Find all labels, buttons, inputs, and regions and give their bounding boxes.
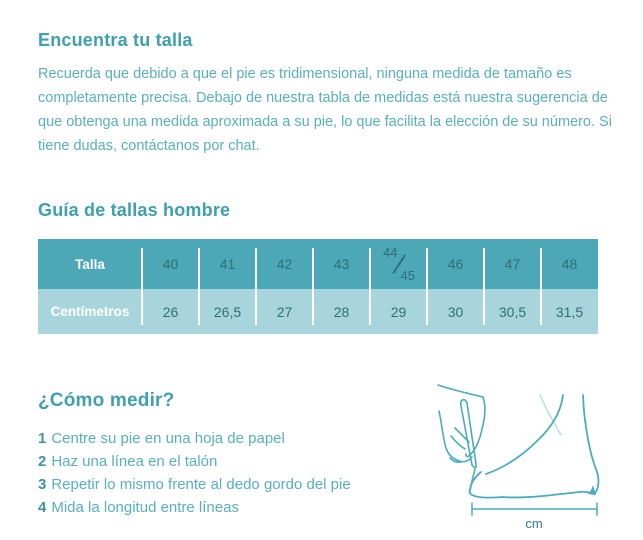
size-cell-47: 47 (484, 239, 541, 289)
step-number: 2 (38, 453, 47, 470)
step-text: Mida la longitud entre líneas (51, 499, 239, 516)
cm-cell-30: 30 (427, 289, 484, 334)
step-number: 3 (38, 476, 47, 493)
cm-label: cm (525, 516, 543, 531)
measurement-line-icon (472, 503, 597, 515)
size-cell-40: 40 (142, 239, 199, 289)
step-text: Centre su pie en una hoja de papel (51, 430, 285, 447)
size-table (38, 239, 598, 334)
measure-step-2 (38, 450, 408, 473)
cm-cell-30-5: 30,5 (484, 289, 541, 334)
cm-cell-31-5: 31,5 (541, 289, 598, 334)
size-cell-48: 48 (541, 239, 598, 289)
how-to-measure-section (38, 390, 605, 540)
size-45-label: 45 (400, 268, 415, 283)
cm-cell-29: 29 (370, 289, 427, 334)
illustration-column (408, 381, 608, 540)
how-to-measure-title: ¿Cómo medir? (38, 390, 175, 411)
cm-cell-27: 27 (256, 289, 313, 334)
find-size-paragraph: Recuerda que debido a que el pie es tridimensional, ninguna medida de tamaño es completamente precisa. Debajo de nuestra tabla de medidas está nuestra sugerencia de que obtenga una medida aproximada a su pie, lo que facilita la elección de su número. Si tiene dudas, contáctanos por chat. (38, 66, 612, 154)
size-table-row-centimetros (38, 289, 598, 334)
how-to-measure-column (38, 390, 408, 519)
foot-outline-icon (470, 395, 599, 498)
step-number: 4 (38, 499, 47, 516)
measure-step-1 (38, 427, 408, 450)
measure-step-3 (38, 473, 408, 496)
size-table-label-talla: Talla (75, 256, 105, 272)
size-cell-42: 42 (256, 239, 313, 289)
measure-steps-list (38, 427, 408, 519)
size-cell-46: 46 (427, 239, 484, 289)
find-size-title: Encuentra tu talla (38, 30, 193, 50)
size-cell-43: 43 (313, 239, 370, 289)
foot-measuring-illustration (408, 381, 608, 539)
size-table-label-centimetros: Centímetros (50, 304, 130, 319)
size-guide-title: Guía de tallas hombre (38, 200, 231, 220)
size-44-label: 44 (383, 245, 398, 260)
measure-step-4 (38, 496, 408, 519)
size-table-row-talla (38, 239, 598, 289)
step-text: Haz una línea en el talón (51, 453, 218, 470)
cm-cell-26-5: 26,5 (199, 289, 256, 334)
cm-cell-26: 26 (142, 289, 199, 334)
size-cell-44-45 (370, 239, 427, 289)
step-text: Repetir lo mismo frente al dedo gordo del pie (51, 476, 351, 493)
step-number: 1 (38, 430, 47, 447)
size-cell-41: 41 (199, 239, 256, 289)
cm-cell-28: 28 (313, 289, 370, 334)
